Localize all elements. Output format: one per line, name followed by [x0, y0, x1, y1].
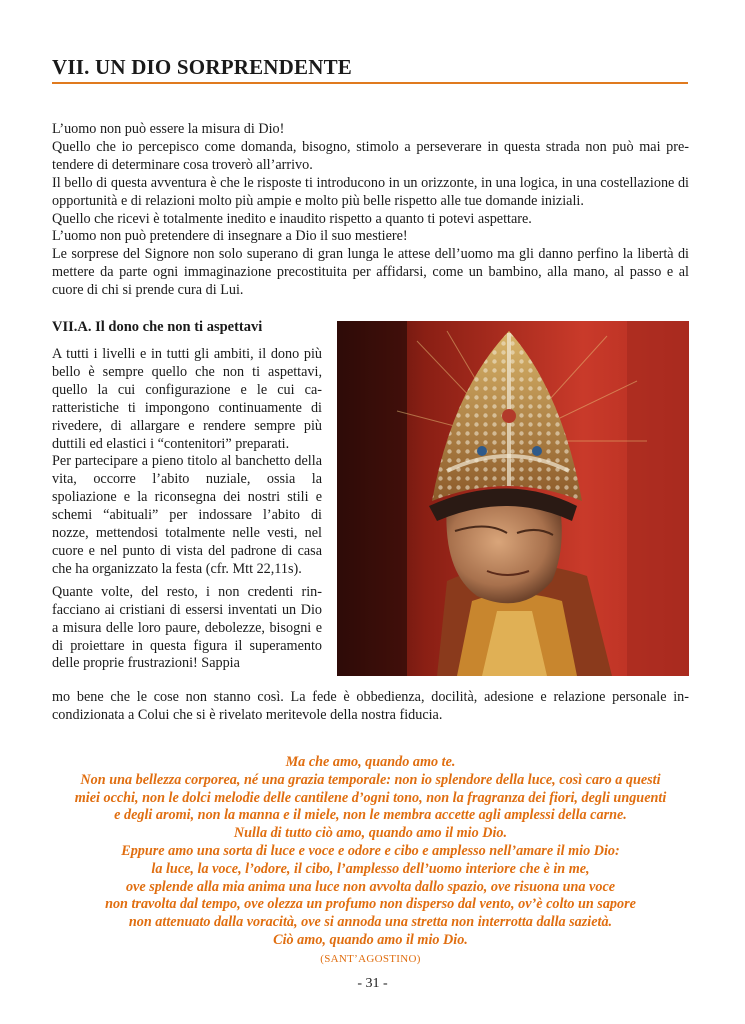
section-title: VII.A. Il dono che non ti aspettavi [52, 319, 263, 335]
quote-line: non attenuato dalla voracità, ove si annoda una stretta non interrotta dalla sazietà. [128, 914, 613, 931]
section-continuation-paragraph: mo bene che le cose non stanno così. La fede è obbedienza, docilità, adesione e relazione personale incondizionata a Colui che si è rivelato meritevole della nostra fiducia. [52, 689, 689, 723]
quote-line: non travolta dal tempo, ove olezza un profumo non disperso dal vento, ov’è colto un sapore [105, 896, 636, 913]
quote-line: e degli aromi, non la manna e il miele, non le membra accette agli amplessi della carne. [114, 807, 627, 824]
augustine-quote [52, 754, 689, 969]
quote-line: Non una bellezza corporea, né una grazia temporale: non io splendore della luce, così caro a questi [80, 771, 661, 788]
intro-paragraph: Quello che io percepisco come domanda, bisogno, stimolo a perseverare in questa strada non può mai pretendere di determinare cosa troverò all’arrivo. [52, 138, 689, 173]
intro-text [52, 121, 689, 300]
section-paragraph: A tutti i livelli e in tutti gli ambiti, il dono più bello è sempre quello che non ti aspettavi, quello la cui configurazione e le cui caratteristiche ti impongono continuamente di rivedere, di allargare e rendere sempre più duttili ed elastici i “contenitori” preparati. [52, 346, 322, 452]
section-paragraph: Quante volte, del resto, i non credenti rinfacciano ai cristiani di essersi inventati un Dio a misura delle loro paure, debolezze, bisogni e di proiettare in questa figura il superamento delle proprie frustrazioni! Sappia [52, 583, 322, 672]
section-column-text [52, 346, 322, 673]
quote-line: Eppure amo una sorta di luce e voce e odore e cibo e amplesso nell’amare il mio Dio: [121, 842, 620, 859]
intro-paragraph: L’uomo non può essere la misura di Dio! [52, 121, 285, 137]
quote-line: ove splende alla mia anima una luce non avvolta dallo spazio, ove risuona una voce [125, 878, 616, 895]
quote-line: miei occhi, non le dolci melodie delle cantilene d’ogni tono, non la fragranza dei fiori, degli unguenti [74, 789, 667, 806]
bishop-portrait-painting [337, 321, 689, 676]
quote-line: Nulla di tutto ciò amo, quando amo il mio Dio. [233, 825, 508, 842]
intro-paragraph: L’uomo non può pretendere di insegnare a Dio il suo mestiere! [52, 228, 408, 245]
intro-paragraph: Quello che ricevi è totalmente inedito e inaudito rispetto a quanto ti potevi aspettare. [52, 210, 532, 227]
intro-paragraph: Il bello di questa avventura è che le risposte ti introducono in un orizzonte, in una logica, in una costellazione di opportunità e di relazioni molto più ampie e molto più belle rispetto alle tue domande iniziali. [52, 174, 689, 209]
section-continuation-text [52, 689, 689, 725]
quote-line: Ciò amo, quando amo il mio Dio. [273, 931, 468, 948]
quote-source: (SANT’AGOSTINO) [320, 952, 421, 965]
page-number: - 31 - [357, 976, 388, 991]
intro-paragraph: Le sorprese del Signore non solo superano di gran lunga le attese dell’uomo ma gli danno perfino la libertà di mettere da parte ogni immaginazione precostituita per affidarsi, come un bambino, alla mano, al passo e al cuore di chi si prende cura di Lui. [52, 246, 689, 299]
quote-line: Ma che amo, quando amo te. [285, 754, 456, 770]
quote-line: la luce, la voce, l’odore, il cibo, l’amplesso dell’uomo interiore che è in me, [151, 860, 590, 877]
section-paragraph: Per partecipare a pieno titolo al banchetto della vita, occorre l’abito nuziale, ossia la spoliazione e la riconsegna dei nostri stili e schemi “abituali” per indossare l’abito di nozze, mettendosi totalmente nelle vesti, nel cuore e nel punto di vista del padrone di casa che ha organizzato la festa (cfr. Mtt 22,11s). [52, 453, 322, 577]
chapter-title: VII. UN DIO SORPRENDENTE [52, 54, 688, 84]
